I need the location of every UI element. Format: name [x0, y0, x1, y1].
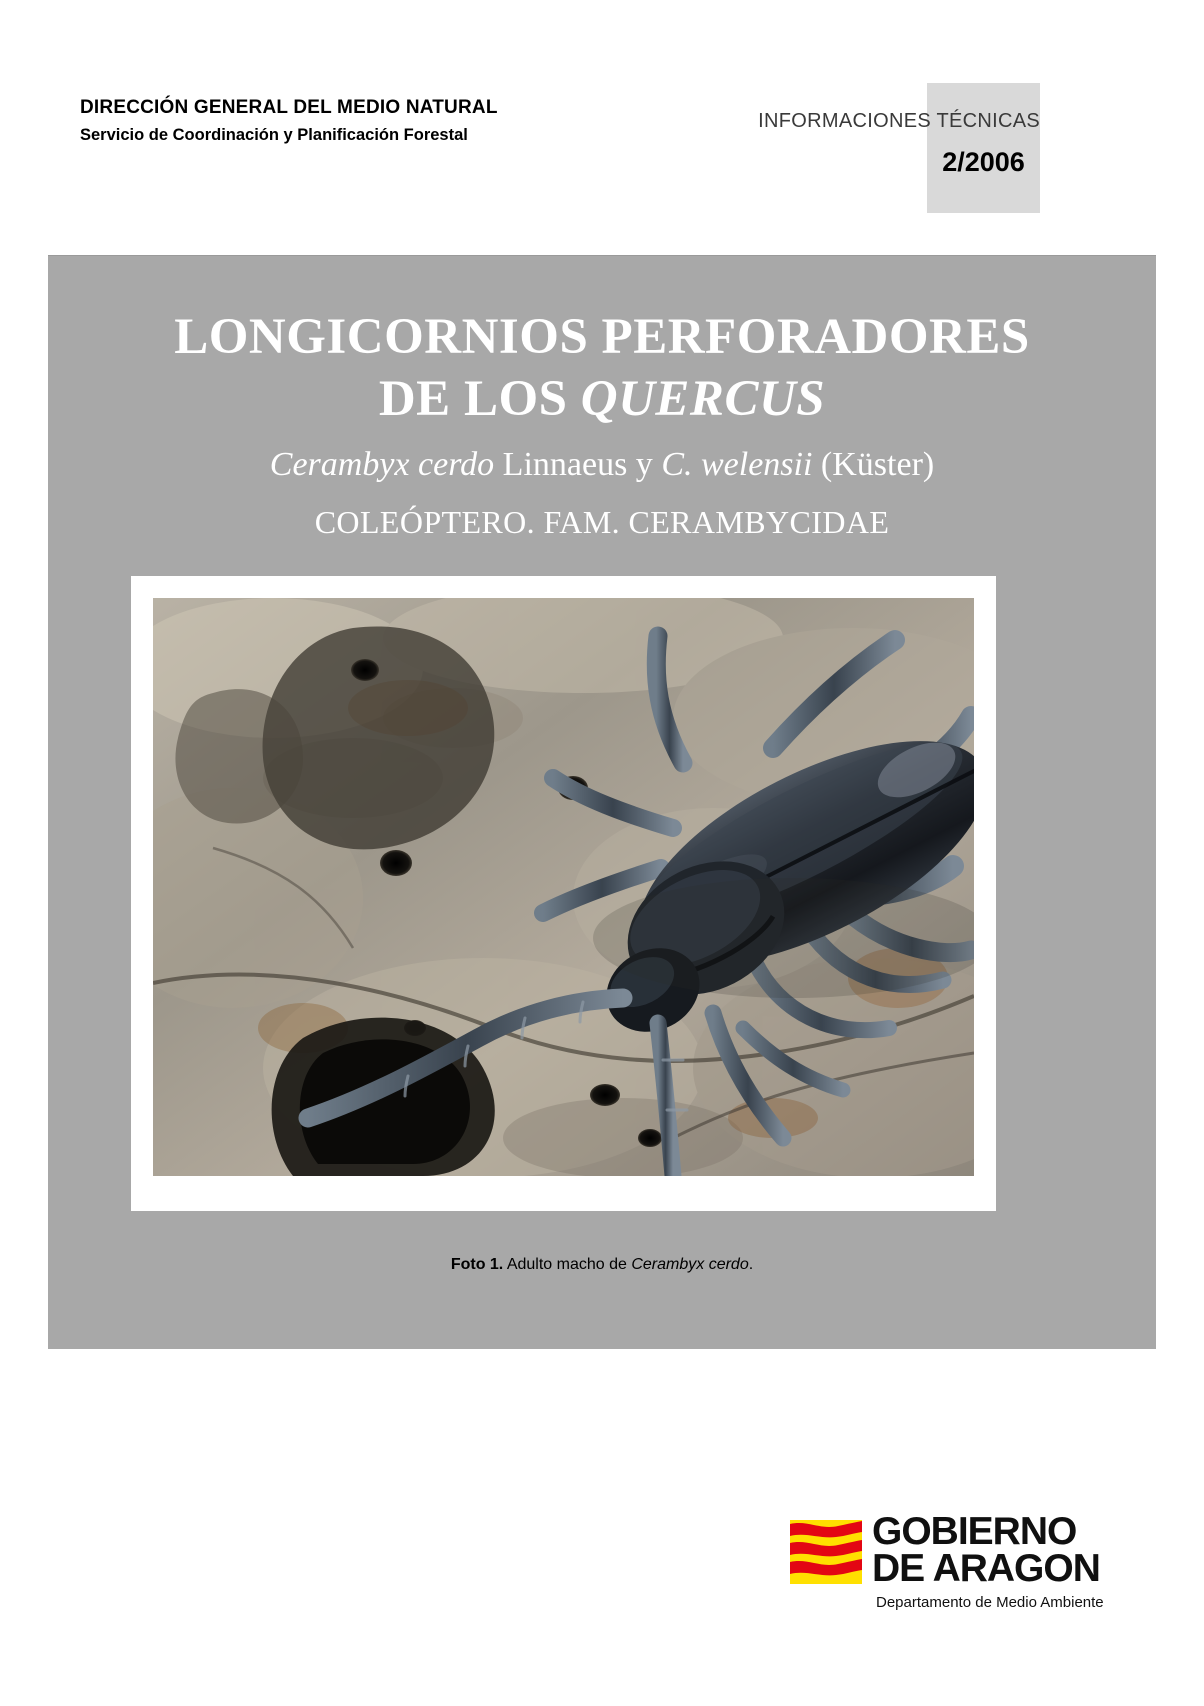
species-author-1: Linnaeus y [494, 446, 662, 483]
photo-frame [131, 576, 996, 1211]
photo-caption [48, 1256, 1156, 1274]
logo-line-1: GOBIERNO [872, 1510, 1077, 1553]
gobierno-de-aragon-logo [790, 1510, 1120, 1628]
organization-title: DIRECCIÓN GENERAL DEL MEDIO NATURAL [80, 97, 498, 118]
cover-family-line: COLEÓPTERO. FAM. CERAMBYCIDAE [314, 504, 890, 540]
beetle-photo-graphic [153, 598, 974, 1176]
cover-title-line1: LONGICORNIOS PERFORADORES [174, 309, 1030, 365]
cover-title [48, 306, 1156, 430]
cover-title-line2 [48, 368, 1156, 430]
beetle-photo [153, 598, 974, 1176]
series-number: 2/2006 [942, 147, 1025, 177]
logo-department: Departamento de Medio Ambiente [876, 1594, 1104, 1611]
species-welensii: C. welensii [661, 446, 813, 483]
cover-species-line [48, 446, 1156, 484]
cover-title-line2-italic: QUERCUS [580, 371, 826, 428]
organization-subtitle: Servicio de Coordinación y Planificación Forestal [80, 125, 468, 144]
photo-caption-species: Cerambyx cerdo [631, 1256, 749, 1273]
page-header [0, 0, 1204, 240]
logo-wordmark [872, 1510, 1100, 1590]
series-label: INFORMACIONES TÉCNICAS [758, 110, 1040, 132]
species-cerdo: Cerambyx cerdo [269, 446, 495, 483]
aragon-flag-icon [790, 1520, 862, 1584]
logo-line-2: DE ARAGON [872, 1546, 1100, 1590]
cover-title-line2-plain: DE LOS [378, 371, 581, 428]
organization-block [80, 96, 498, 145]
photo-caption-end: . [748, 1256, 754, 1273]
photo-caption-label: Foto 1. [450, 1256, 504, 1273]
photo-caption-text: Adulto macho de [503, 1256, 632, 1273]
cover-panel [48, 255, 1156, 1349]
species-author-2: (Küster) [812, 446, 935, 483]
